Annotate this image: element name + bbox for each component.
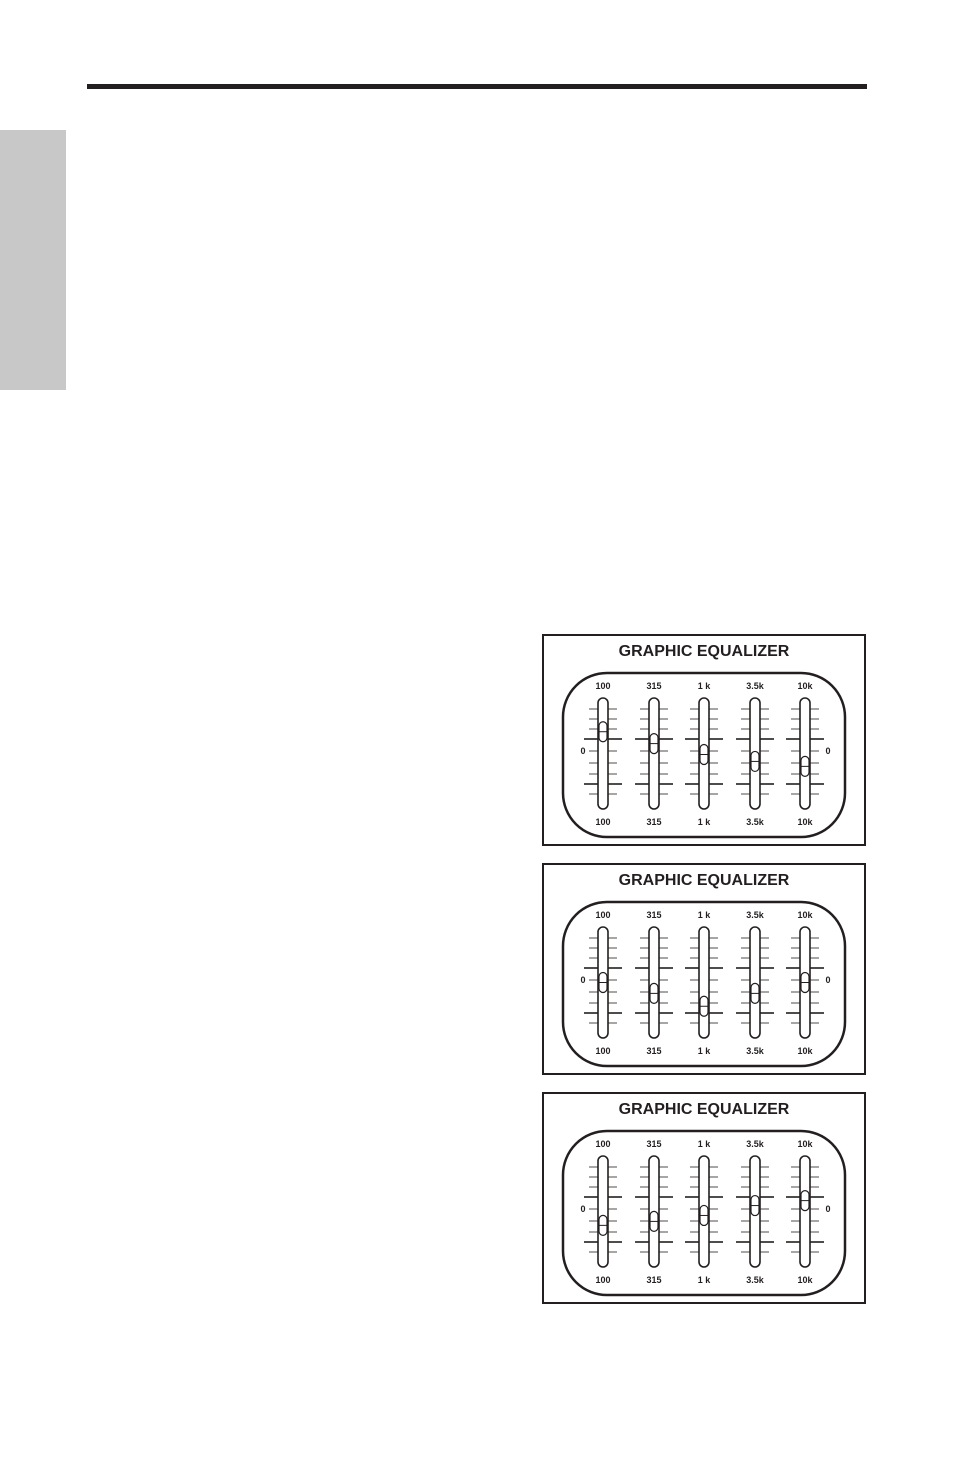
zero-label-left: 0 (580, 1204, 586, 1214)
band-label-top: 100 (595, 681, 611, 691)
band-label-top: 315 (646, 1139, 662, 1149)
eq-title: GRAPHIC EQUALIZER (618, 872, 790, 889)
band-label-bottom: 3.5k (746, 817, 764, 827)
band-label-top: 10k (797, 910, 813, 920)
slider-track (649, 927, 659, 1038)
band-label-bottom: 10k (797, 1046, 813, 1056)
slider-track (750, 927, 760, 1038)
band-label-bottom: 315 (646, 817, 662, 827)
band-label-top: 1 k (697, 1139, 711, 1149)
band-label-bottom: 1 k (697, 817, 711, 827)
zero-label-right: 0 (825, 975, 831, 985)
zero-label-left: 0 (580, 975, 586, 985)
eq-diagram-1 (544, 636, 864, 844)
side-tab-marker (0, 130, 66, 390)
slider-track (699, 927, 709, 1038)
eq-title: GRAPHIC EQUALIZER (618, 1101, 790, 1118)
eq-panel-2 (542, 863, 866, 1075)
eq-diagram-2 (544, 865, 864, 1073)
band-label-bottom: 100 (595, 817, 611, 827)
band-label-top: 1 k (697, 681, 711, 691)
band-label-bottom: 315 (646, 1275, 662, 1285)
zero-label-left: 0 (580, 746, 586, 756)
band-label-bottom: 10k (797, 1275, 813, 1285)
band-label-bottom: 100 (595, 1275, 611, 1285)
header-rule (87, 84, 867, 89)
band-label-bottom: 100 (595, 1046, 611, 1056)
eq-diagram-3 (544, 1094, 864, 1302)
eq-panel-1 (542, 634, 866, 846)
slider-track (800, 698, 810, 809)
band-label-top: 1 k (697, 910, 711, 920)
band-label-bottom: 1 k (697, 1046, 711, 1056)
eq-panel-3 (542, 1092, 866, 1304)
band-label-top: 315 (646, 910, 662, 920)
slider-track (598, 698, 608, 809)
band-label-top: 10k (797, 1139, 813, 1149)
band-label-top: 3.5k (746, 681, 764, 691)
band-label-top: 100 (595, 1139, 611, 1149)
zero-label-right: 0 (825, 746, 831, 756)
band-label-bottom: 3.5k (746, 1275, 764, 1285)
band-label-top: 3.5k (746, 910, 764, 920)
band-label-top: 100 (595, 910, 611, 920)
band-label-bottom: 3.5k (746, 1046, 764, 1056)
band-label-top: 315 (646, 681, 662, 691)
zero-label-right: 0 (825, 1204, 831, 1214)
band-label-top: 3.5k (746, 1139, 764, 1149)
slider-track (598, 1156, 608, 1267)
band-label-bottom: 315 (646, 1046, 662, 1056)
eq-title: GRAPHIC EQUALIZER (618, 643, 790, 660)
band-label-bottom: 10k (797, 817, 813, 827)
band-label-bottom: 1 k (697, 1275, 711, 1285)
band-label-top: 10k (797, 681, 813, 691)
slider-track (800, 1156, 810, 1267)
